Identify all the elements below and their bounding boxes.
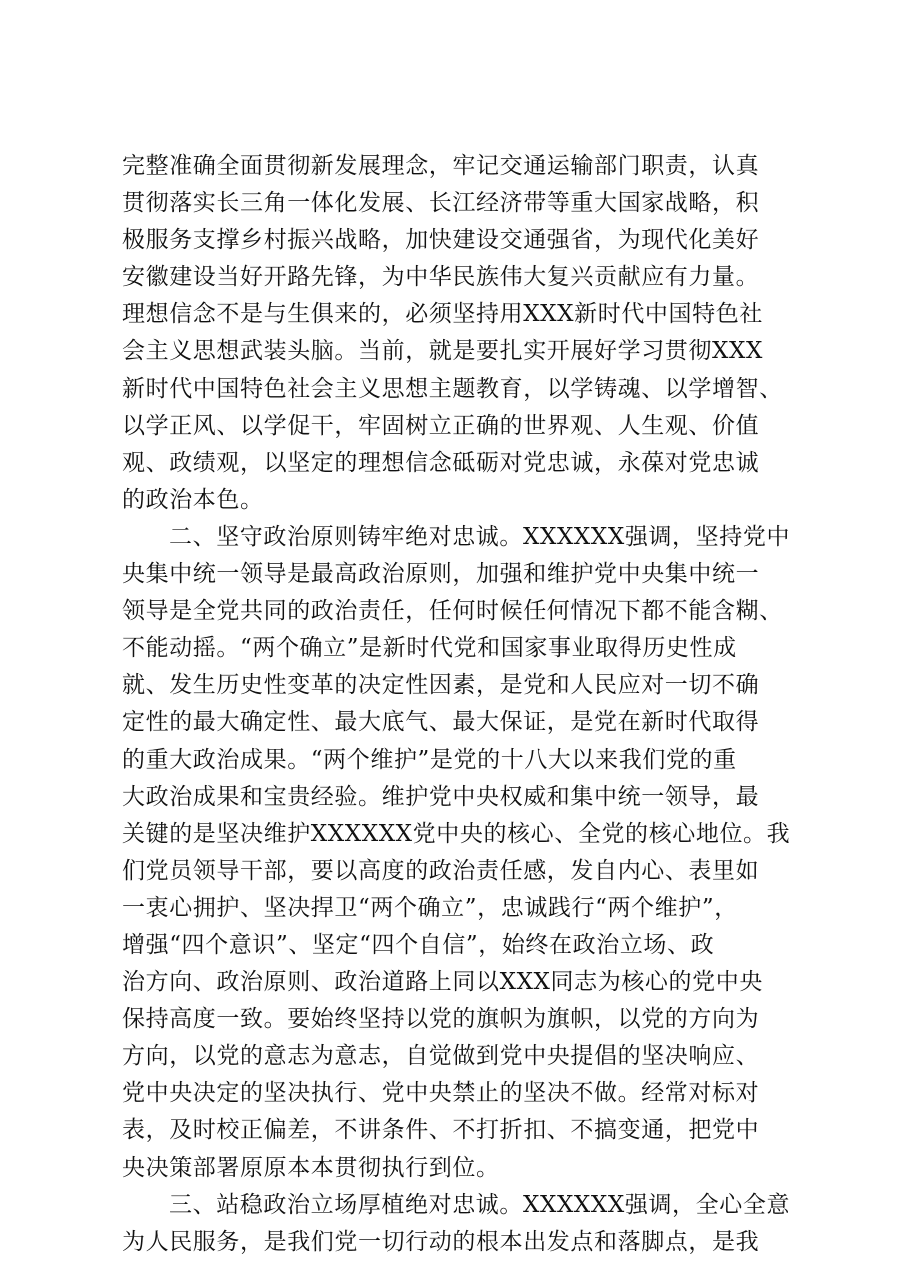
text-line: 定性的最大确定性、最大底气、最大保证，是党在新时代取得 (122, 709, 760, 736)
text-line: 一衷心拥护、坚决捍卫“两个确立”，忠诚践行“两个维护”， (122, 894, 738, 921)
section-heading-line: 二、坚守政治原则铸牢绝对忠诚。XXXXXX强调，坚持党中 (169, 523, 791, 550)
text-line: 关键的是坚决维护XXXXXX党中央的核心、全党的核心地位。我 (122, 820, 791, 847)
text-line: 为人民服务，是我们党一切行动的根本出发点和落脚点，是我 (122, 1228, 760, 1255)
text-line: 就、发生历史性变革的决定性因素，是党和人民应对一切不确 (122, 672, 760, 699)
text-line: 会主义思想武装头脑。当前，就是要扎实开展好学习贯彻XXX (122, 338, 763, 365)
text-line: 以学正风、以学促干，牢固树立正确的世界观、人生观、价值 (122, 412, 760, 439)
text-line: 方向，以党的意志为意志，自觉做到党中央提倡的坚决响应、 (122, 1043, 760, 1070)
text-line: 保持高度一致。要始终坚持以党的旗帜为旗帜，以党的方向为 (122, 1006, 760, 1033)
section-heading-line: 三、站稳政治立场厚植绝对忠诚。XXXXXX强调，全心全意 (169, 1191, 791, 1218)
text-line: 们党员领导干部，要以高度的政治责任感，发自内心、表里如 (122, 857, 760, 884)
text-line: 理想信念不是与生俱来的，必须坚持用XXX新时代中国特色社 (122, 301, 763, 328)
text-line: 极服务支撑乡村振兴战略，加快建设交通强省，为现代化美好 (122, 227, 760, 254)
text-line: 不能动摇。“两个确立”是新时代党和国家事业取得历史性成 (122, 635, 737, 662)
text-line: 央集中统一领导是最高政治原则，加强和维护党中央集中统一 (122, 561, 760, 588)
text-line: 大政治成果和宝贵经验。维护党中央权威和集中统一领导，最 (122, 783, 760, 810)
body-text (122, 148, 812, 1261)
text-line: 领导是全党共同的政治责任，任何时候任何情况下都不能含糊、 (122, 598, 783, 625)
text-line: 完整准确全面贯彻新发展理念，牢记交通运输部门职责，认真 (122, 153, 760, 179)
text-line: 观、政绩观，以坚定的理想信念砥砺对党忠诚，永葆对党忠诚 (122, 449, 760, 476)
text-line: 治方向、政治原则、政治道路上同以XXX同志为核心的党中央 (122, 969, 763, 996)
text-line: 的政治本色。 (122, 486, 264, 513)
text-line: 党中央决定的坚决执行、党中央禁止的坚决不做。经常对标对 (122, 1080, 760, 1107)
text-line: 央决策部署原原本本贯彻执行到位。 (122, 1154, 500, 1181)
text-line: 表，及时校正偏差，不讲条件、不打折扣、不搞变通，把党中 (122, 1117, 760, 1144)
text-line: 安徽建设当好开路先锋，为中华民族伟大复兴贡献应有力量。 (122, 264, 760, 291)
text-line: 新时代中国特色社会主义思想主题教育，以学铸魂、以学增智、 (122, 375, 783, 402)
text-line: 的重大政治成果。“两个维护”是党的十八大以来我们党的重 (122, 746, 737, 773)
text-line: 增强“四个意识”、坚定“四个自信”，始终在政治立场、政 (122, 931, 715, 958)
text-line: 贯彻落实长三角一体化发展、长江经济带等重大国家战略，积 (122, 190, 760, 217)
